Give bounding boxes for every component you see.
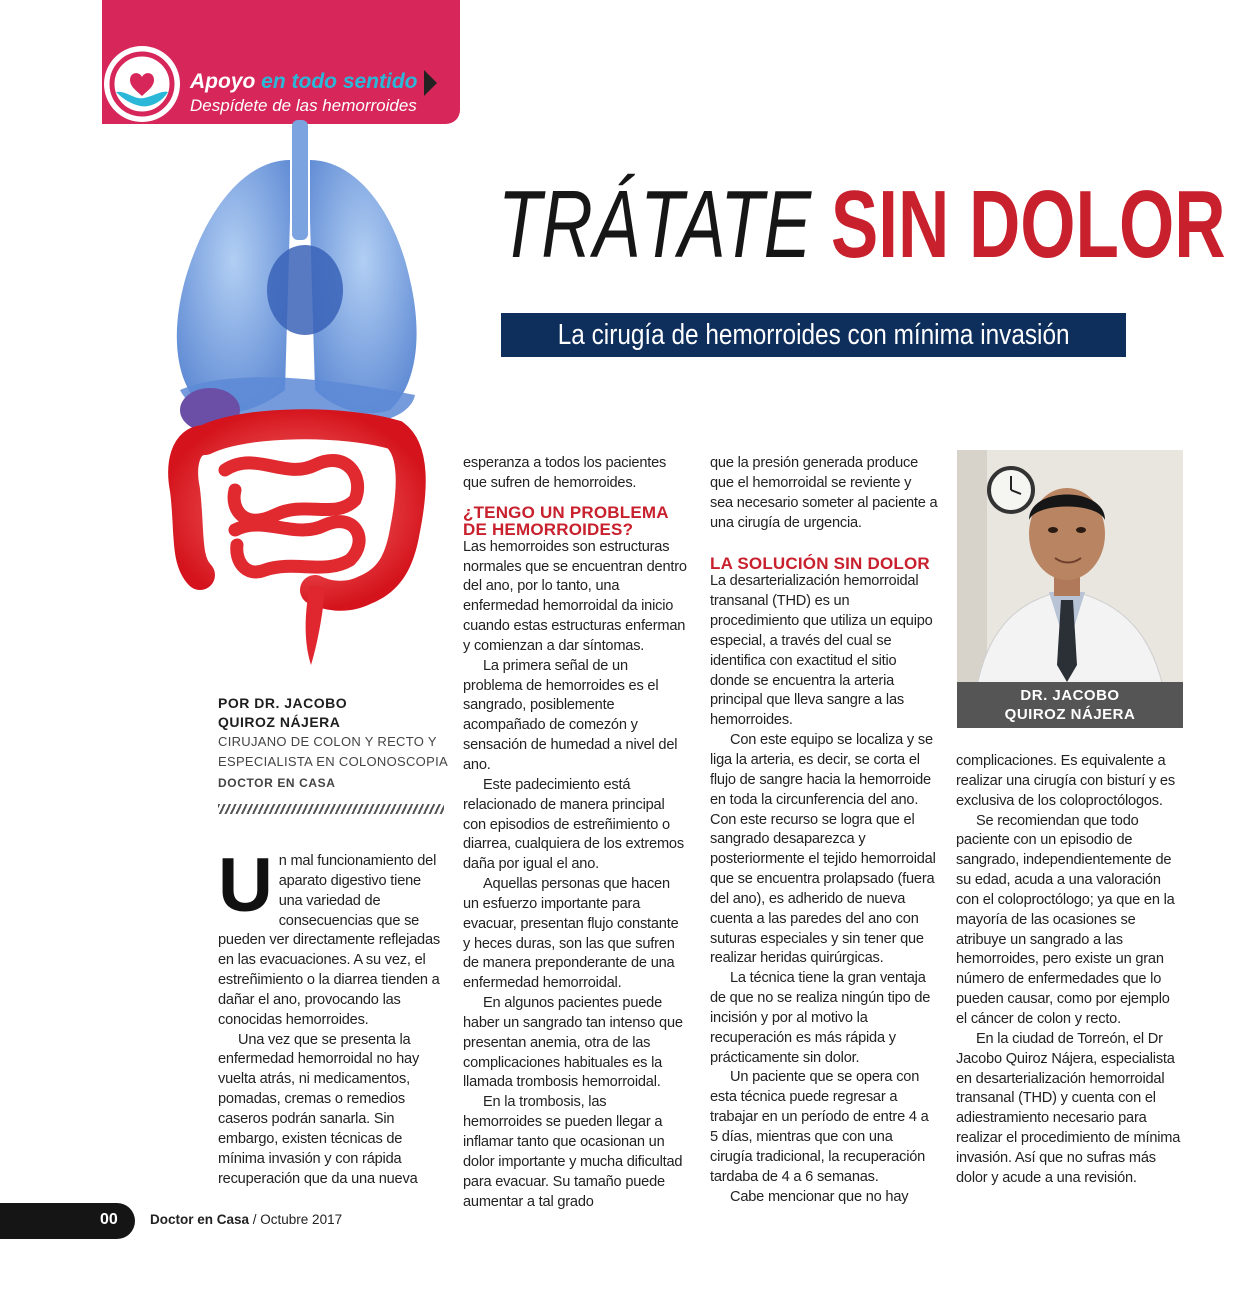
digestive-system-illustration: [165, 120, 435, 670]
headline: [498, 170, 1226, 280]
author-role-line1: CIRUJANO DE COLON Y RECTO Y: [218, 734, 437, 749]
paragraph: Cabe mencionar que no hay: [730, 1188, 909, 1205]
photo-caption-line2: QUIROZ NÁJERA: [1004, 706, 1136, 723]
paragraph: Con este equipo se localiza y se liga la arteria, es decir, se corta el flujo de sangre hacia la hemorroide en toda la circunferencia del ano. Con este recurso se logra que el sangrado desaparezca y posteriormente el tejido hemorroidal que se encuentra prolapsado (fuera del ano), es adherido de nueva cuenta a las paredes del ano con suturas especiales y sin tener que realizar heridas quirúrgicas.: [710, 732, 936, 967]
headline-subtitle-bar: [501, 313, 1126, 357]
paragraph: Una vez que se presenta la enfermedad hemorroidal no hay vuelta atrás, ni medicamentos, pomadas, cremas o remedios caseros podrán sanarla. Sin embargo, existen técnicas de mínima invasión y con rápida recuperación que da una nueva: [218, 1031, 420, 1187]
article-column-3: [710, 454, 938, 1207]
paragraph: Las hemorroides son estructuras normales que se encuentran dentro del ano, por lo tanto, una enfermedad hemorroidal da inicio cuando estas estructuras enferman y comienzan a dar síntomas.: [463, 538, 687, 654]
article-column-4: [956, 752, 1184, 1189]
author-publication: DOCTOR EN CASA: [218, 776, 336, 790]
page-number: 00: [100, 1211, 118, 1228]
author-role-line2: ESPECIALISTA EN COLONOSCOPIA: [218, 754, 448, 769]
paragraph: [218, 843, 444, 1031]
paragraph: En la trombosis, las hemorroides se pueden llegar a inflamar tanto que ocasionan un dolor importante y mucha dificultad para evacuar. Su tamaño puede aumentar a tal grado: [463, 1094, 683, 1210]
paragraph-text: n mal funcionamiento del aparato digestivo tiene una variedad de consecuencias que se pueden ver directamente reflejadas en las evacuaciones. A su vez, el estreñimiento o la diarrea tienden a dañar el ano, provocando las conocidas hemorroides.: [218, 853, 440, 1028]
heart-hand-icon: [104, 46, 180, 122]
section-title-accent: en todo sentido: [261, 70, 418, 93]
paragraph: complicaciones. Es equivalente a realizar una cirugía con bisturí y es exclusiva de los coloproctólogos.: [956, 753, 1175, 809]
photo-caption-line1: DR. JACOBO: [1020, 687, 1120, 704]
paragraph: Un paciente que se opera con esta técnica puede regresar a trabajar en un período de entre 4 a 5 días, mientras que con una cirugía tradicional, la recuperación tardaba de 4 a 6 semanas.: [710, 1069, 929, 1185]
paragraph: que la presión generada produce que el hemorroidal se reviente y sea necesario someter al paciente a una cirugía de urgencia.: [710, 455, 938, 531]
section-subtitle: Despídete de las hemorroides: [190, 96, 417, 115]
paragraph: En algunos pacientes puede haber un sangrado tan intenso que presentan anemia, otra de las complicaciones habituales es la llamada trombosis hemorroidal.: [463, 995, 683, 1091]
paragraph: La primera señal de un problema de hemorroides es el sangrado, posiblemente acompañado de comezón y sensación de humedad a nivel del ano.: [463, 657, 678, 773]
paragraph: esperanza a todos los pacientes que sufren de hemorroides.: [463, 455, 667, 491]
author-name-line1: POR DR. JACOBO: [218, 695, 348, 711]
section-logo: [104, 46, 180, 122]
paragraph: En la ciudad de Torreón, el Dr Jacobo Quiroz Nájera, especialista en desarterialización hemorroidal transanal (THD) y cuenta con el adiestramiento necesario para realizar el procedimiento de mínima invasión. Así que no sufras más dolor y acude a una revisión.: [956, 1030, 1181, 1186]
author-block: [218, 694, 448, 794]
headline-part2: SIN DOLOR: [830, 171, 1226, 278]
paragraph: Aquellas personas que hacen un esfuerzo importante para evacuar, presentan flujo constante y heces duras, son las que sufren de manera preponderante de una enfermedad hemorroidal.: [463, 876, 679, 992]
section-title-main: Apoyo: [190, 70, 256, 93]
section-heading: LA SOLUCIÓN SIN DOLOR: [710, 554, 930, 574]
article-column-2: [463, 454, 689, 1212]
photo-caption: [957, 682, 1183, 728]
author-name-line2: QUIROZ NÁJERA: [218, 714, 341, 730]
paragraph: Este padecimiento está relacionado de manera principal con episodios de estreñimiento o diarrea, cualquiera de los extremos daña por igual el ano.: [463, 776, 684, 873]
hatch-divider: [218, 804, 444, 814]
headline-part1: TRÁTATE: [498, 171, 812, 278]
section-arrow-icon: [424, 70, 437, 96]
headline-subtitle: La cirugía de hemorroides con mínima invasión: [557, 319, 1070, 351]
footer-issue: / Octubre 2017: [249, 1212, 343, 1227]
section-title: [190, 70, 418, 94]
drop-cap: U: [218, 843, 273, 928]
section-heading: ¿TENGO UN PROBLEMA DE HEMORROIDES?: [463, 502, 669, 539]
footer-magazine: Doctor en Casa: [150, 1212, 250, 1227]
paragraph: La desarterialización hemorroidal transanal (THD) es un procedimiento que utiliza un equipo especial, a través del cual se identifica con exactitud el sitio donde se encuentra la arteria principal que lleva sangre a las hemorroides.: [710, 573, 933, 729]
paragraph: Se recomiendan que todo paciente con un episodio de sangrado, independientemente de su edad, acuda a una valoración con el coloproctólogo; ya que en la mayoría de las ocasiones se atribuye un sangrado a las hemorroides, pero existe un gran número de enfermedades que lo pueden causar, como por ejemplo el cáncer de colon y recto.: [956, 812, 1175, 1027]
article-column-1: [218, 843, 444, 1189]
paragraph: La técnica tiene la gran ventaja de que no se realiza ningún tipo de incisión y por al motivo la recuperación es más rápida y prácticamente sin dolor.: [710, 970, 931, 1066]
footer-credit: [150, 1212, 342, 1227]
